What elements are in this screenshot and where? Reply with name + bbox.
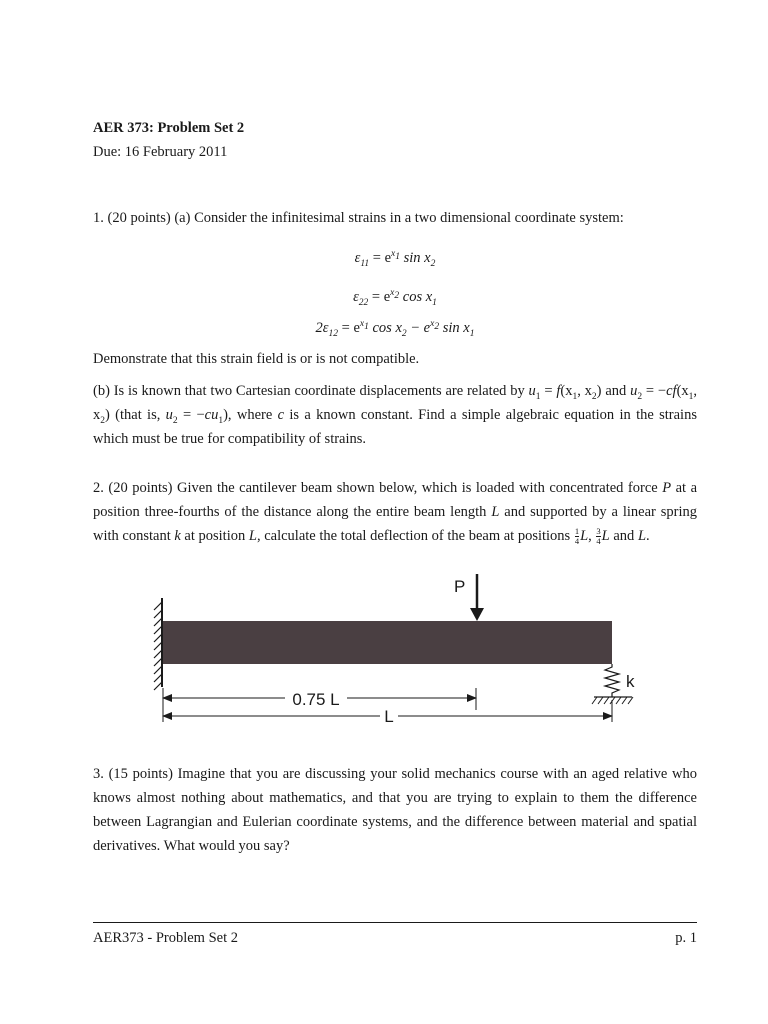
equation-eps12: $2\varepsilon_{12} = e^{x_1}$ $\cos x_2 - e^{x_2}$ $\sin x_1$ [315, 319, 475, 339]
dimension-full-label: L [384, 707, 394, 726]
fixed-wall-support [154, 598, 162, 690]
force-label: P [454, 577, 466, 596]
problem-3-text: 3. (15 points) Imagine that you are discussing your solid mechanics course with an aged relative who knows almost nothing about mathematics, and that you are trying to explain to them the difference between Lagrangian and Eulerian coordinate systems, and the difference between material and spatial derivatives. What would you say? [93, 766, 697, 854]
beam [163, 621, 612, 664]
dimension-short-label: 0.75 L [292, 690, 340, 709]
problem-1-part-b: (b) Is is known that two Cartesian coordinate displacements are related by $u_1 = f(x_1$, $x_2$) and $u_2 = -cf(x_1$, $x_2$) (that is, $u_2 = -cu_1$), where c is a known constant. Find a simple algebraic equation in the strains which must be true for compatibility of strains. [93, 383, 698, 447]
footer-title: AER373 - Problem Set 2 [93, 930, 238, 946]
page-number: p. 1 [675, 930, 697, 946]
document-title: AER 373: Problem Set 2 [93, 120, 245, 136]
cantilever-beam-diagram [0, 560, 768, 740]
force-arrow [470, 574, 484, 621]
fraction-one-quarter: $\frac{1}{4}$ [574, 526, 580, 547]
problem-1-intro: 1. (20 points) (a) Consider the infinitesimal strains in a two dimensional coordinate system: [93, 210, 624, 226]
footer-rule [93, 922, 697, 923]
problem-1-demonstrate: Demonstrate that this strain field is or is not compatible. [93, 351, 420, 367]
spring-label: k [626, 672, 635, 691]
problem-2-text: 2. (20 points) Given the cantilever beam shown below, which is loaded with concentrated force P at a position three-fourths of the distance along the entire beam length L and supported by a linear spring with constant k at position L, calculate the total deflection of the beam at positions $\frac{1}{4}$ L, $\frac{3}{4}$ L and L. [93, 480, 697, 547]
equation-eps22: $\varepsilon_{22} = e^{x_2}$ $\cos x_1$ [353, 288, 437, 308]
fraction-three-quarters: $\frac{3}{4}$ [596, 526, 601, 547]
equation-eps11: $\varepsilon_{11} = e^{x_1}$ $\sin x_2$ [354, 249, 436, 269]
due-date: Due: 16 February 2011 [93, 144, 228, 160]
